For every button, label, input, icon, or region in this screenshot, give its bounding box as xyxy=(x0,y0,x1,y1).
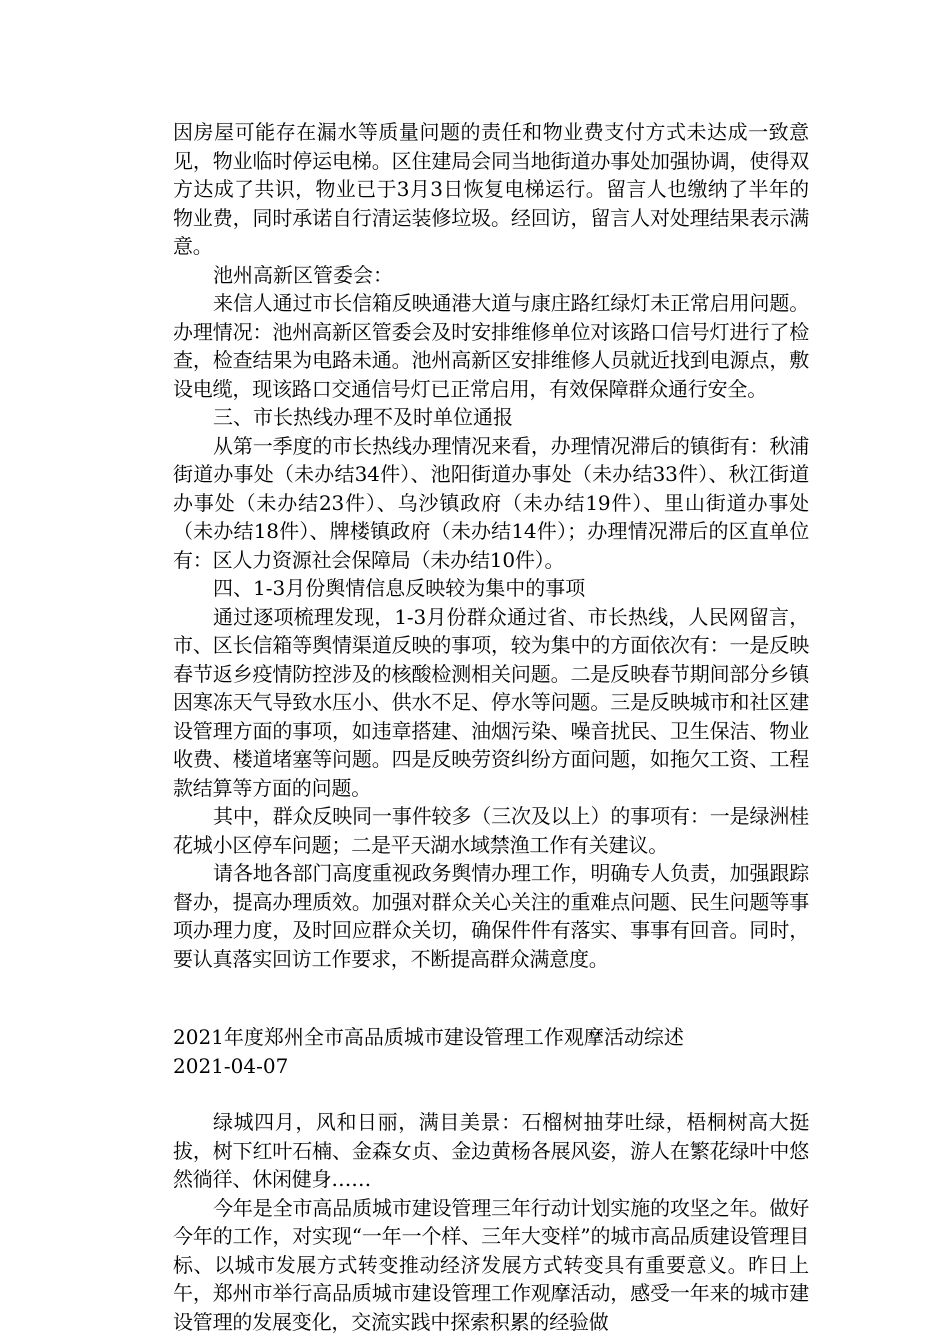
paragraph-year-goal: 今年是全市高品质城市建设管理三年行动计划实施的攻坚之年。做好今年的工作，对实现“一年一个样、三年大变样”的城市高品质建设管理目标、以城市发展方式转变推动经济发展方式转变具有重要意义。昨日上午，郑州市举行高品质城市建设管理工作观摩活动，感受一年来的城市建设管理的发展变化，交流实践中探索积累的经验做 xyxy=(173,1195,809,1334)
paragraph-sentiment: 通过逐项梳理发现，1-3月份群众通过省、市长热线，人民网留言，市、区长信箱等舆情渠道反映的事项，较为集中的方面依次有：一是反映春节返乡疫情防控涉及的核酸检测相关问题。二是反映春节期间部分乡镇因寒冻天气导致水压小、供水不足、停水等问题。三是反映城市和社区建设管理方面的事项，如违章搭建、油烟污染、噪音扰民、卫生保洁、物业收费、楼道堵塞等问题。四是反映劳资纠纷方面问题，如拖欠工资、工程款结算等方面的问题。 xyxy=(173,604,809,800)
org-heading-chizhou: 池州高新区管委会： xyxy=(213,262,393,287)
paragraph-chizhou-report: 来信人通过市长信箱反映通港大道与康庄路红绿灯未正常启用问题。办理情况：池州高新区管委会及时安排维修单位对该路口信号灯进行了检查，检查结果为电路未通。池州高新区安排维修人员就近找到电源点，敷设电缆，现该路口交通信号灯已正常启用，有效保障群众通行安全。 xyxy=(173,291,809,401)
article-title: 2021年度郑州全市高品质城市建设管理工作观摩活动综述 xyxy=(173,1025,684,1049)
paragraph-hotline: 从第一季度的市长热线办理情况来看，办理情况滞后的镇街有：秋浦街道办事处（未办结34件）、池阳街道办事处（未办结33件）、秋江街道办事处（未办结23件）、乌沙镇政府（未办结19件）、里山街道办事处（未办结18件）、牌楼镇政府（未办结14件）；办理情况滞后的区直单位有：区人力资源社会保障局（未办结10件）。 xyxy=(173,433,809,572)
paragraph-continuation: 因房屋可能存在漏水等质量问题的责任和物业费支付方式未达成一致意见，物业临时停运电梯。区住建局会同当地街道办事处加强协调，使得双方达成了共识，物业已于3月3日恢复电梯运行。留言人也缴纳了半年的物业费，同时承诺自行清运装修垃圾。经回访，留言人对处理结果表示满意。 xyxy=(173,120,809,258)
paragraph-scene: 绿城四月，风和日丽，满目美景：石榴树抽芽吐绿，梧桐树高大挺拔，树下红叶石楠、金森女贞、金边黄杨各展风姿，游人在繁花绿叶中悠然徜徉、休闲健身…… xyxy=(173,1110,809,1191)
section-spacer xyxy=(173,973,809,1023)
paragraph-repeat-issues: 其中，群众反映同一事件较多（三次及以上）的事项有：一是绿洲桂花城小区停车问题；二是平天湖水域禁渔工作有关建议。 xyxy=(173,804,809,857)
section-heading-3: 三、市长热线办理不及时单位通报 xyxy=(213,405,513,429)
paragraph-request: 请各地各部门高度重视政务舆情办理工作，明确专人负责，加强跟踪督办，提高办理质效。加强对群众关心关注的重难点问题、民生问题等事项办理力度，及时回应群众关切，确保件件有落实、事事有回音。同时，要认真落实回访工作要求，不断提高群众满意度。 xyxy=(173,861,809,971)
document-page xyxy=(173,118,809,1336)
article-date: 2021-04-07 xyxy=(173,1053,289,1078)
title-spacer xyxy=(173,1080,809,1108)
section-heading-4: 四、1-3月份舆情信息反映较为集中的事项 xyxy=(213,576,586,600)
